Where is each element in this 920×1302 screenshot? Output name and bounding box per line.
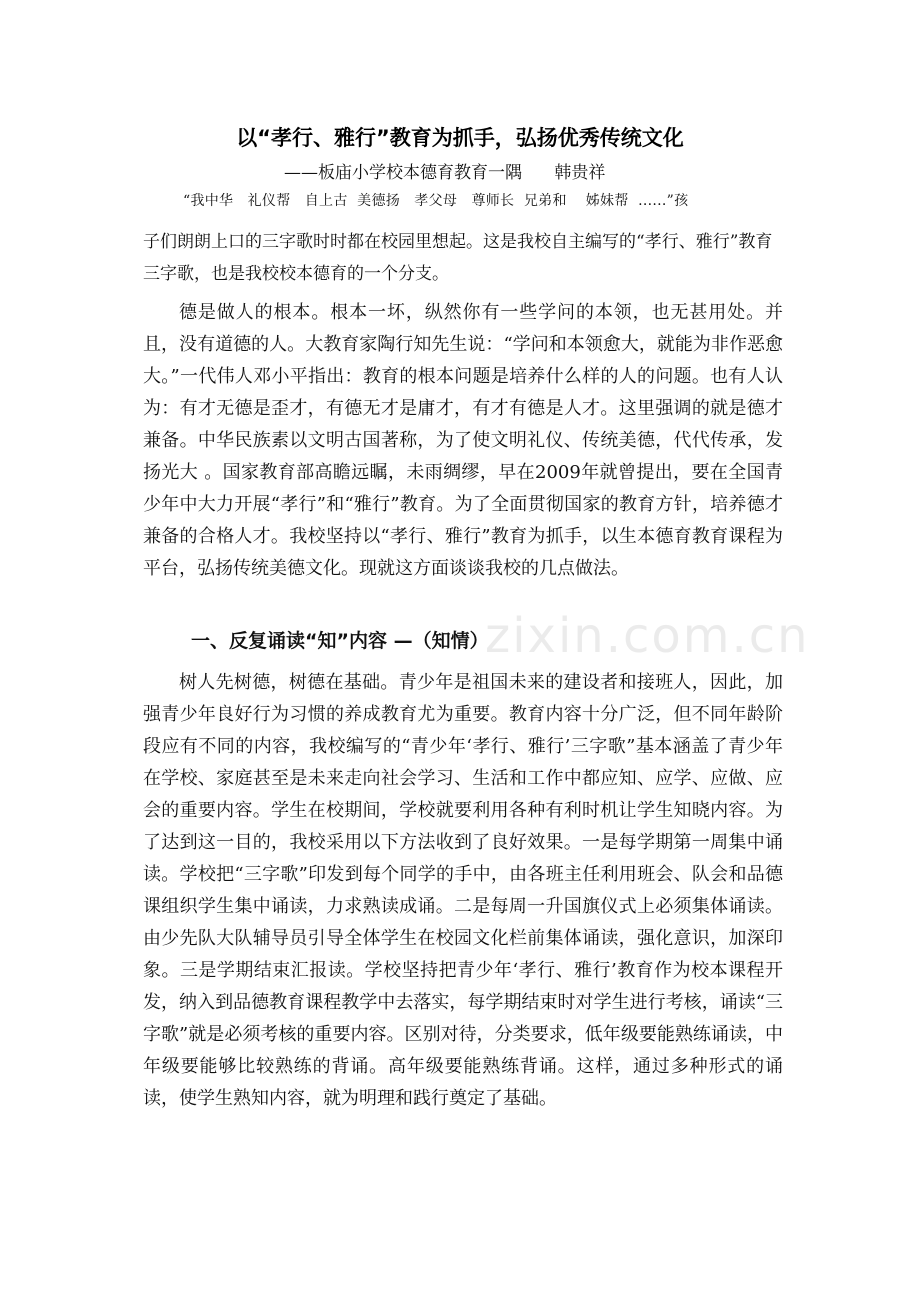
watermark: zixin.com.cn — [485, 608, 810, 664]
intro-verse-line: “我中华 礼仪帮 自上古 美德扬 孝父母 尊师长 兄弟和 姊妹帮 ......”孩 — [183, 193, 689, 209]
intro-paragraph: 子们朗朗上口的三字歌时时都在校园里想起。这是我校自主编写的“孝行、雅行”教育三字歌，也是我校校本德育的一个分支。 — [143, 232, 773, 284]
body-paragraph-1: 德是做人的根本。根本一坏，纵然你有一些学问的本领，也无甚用处。并且，没有道德的人。大教育家陶行知先生说：“学问和本领愈大，就能为非作恶愈大。”一代伟人邓小平指出：教育的根本问题是培养什么样的人的问题。也有人认为：有才无德是歪才，有德无才是庸才，有才有德是人才。这里强调的就是德才兼备。中华民族素以文明古国著称，为了使文明礼仪、传统美德，代代传承，发扬光大 。国家教育部高瞻远瞩，未雨绸缪，早在2009年就曾提出，要在全国青少年中大力开展“孝行”和“雅行”教育。为了全面贯彻国家的教育方针，培养德才兼备的合格人才。我校坚持以“孝行、雅行”教育为抓手，以生本德育教育课程为平台，弘扬传统美德文化。现就这方面谈谈我校的几点做法。 — [143, 302, 783, 579]
document-title: 以“孝行、雅行”教育为抓手，弘扬优秀传统文化 — [236, 126, 684, 150]
section-heading-1: 一、反复诵读“知”内容 —（知情） — [191, 630, 489, 652]
document-subtitle: ——板庙小学校本德育教育一隅 韩贵祥 — [284, 163, 606, 183]
body-paragraph-2: 树人先树德，树德在基础。青少年是祖国未来的建设者和接班人，因此，加强青少年良好行为习惯的养成教育尤为重要。教育内容十分广泛，但不同年龄阶段应有不同的内容，我校编写的“青少年‘孝行、雅行’三字歌”基本涵盖了青少年在学校、家庭甚至是未来走向社会学习、生活和工作中都应知、应学、应做、应会的重要内容。学生在校期间，学校就要利用各种有利时机让学生知晓内容。为了达到这一目的，我校采用以下方法收到了良好效果。一是每学期第一周集中诵读。学校把“三字歌”印发到每个同学的手中，由各班主任利用班会、队会和品德课组织学生集中诵读，力求熟读成诵。二是每周一升国旗仪式上必须集体诵读。由少先队大队辅导员引导全体学生在校园文化栏前集体诵读，强化意识，加深印象。三是学期结束汇报读。学校坚持把青少年‘孝行、雅行’教育作为校本课程开发，纳入到品德教育课程教学中去落实，每学期结束时对学生进行考核，诵读“三字歌”就是必须考核的重要内容。区别对待，分类要求，低年级要能熟练诵读，中年级要能够比较熟练的背诵。高年级要能熟练背诵。这样，通过多种形式的诵读，使学生熟知内容，就为明理和践行奠定了基础。 — [143, 672, 783, 1109]
